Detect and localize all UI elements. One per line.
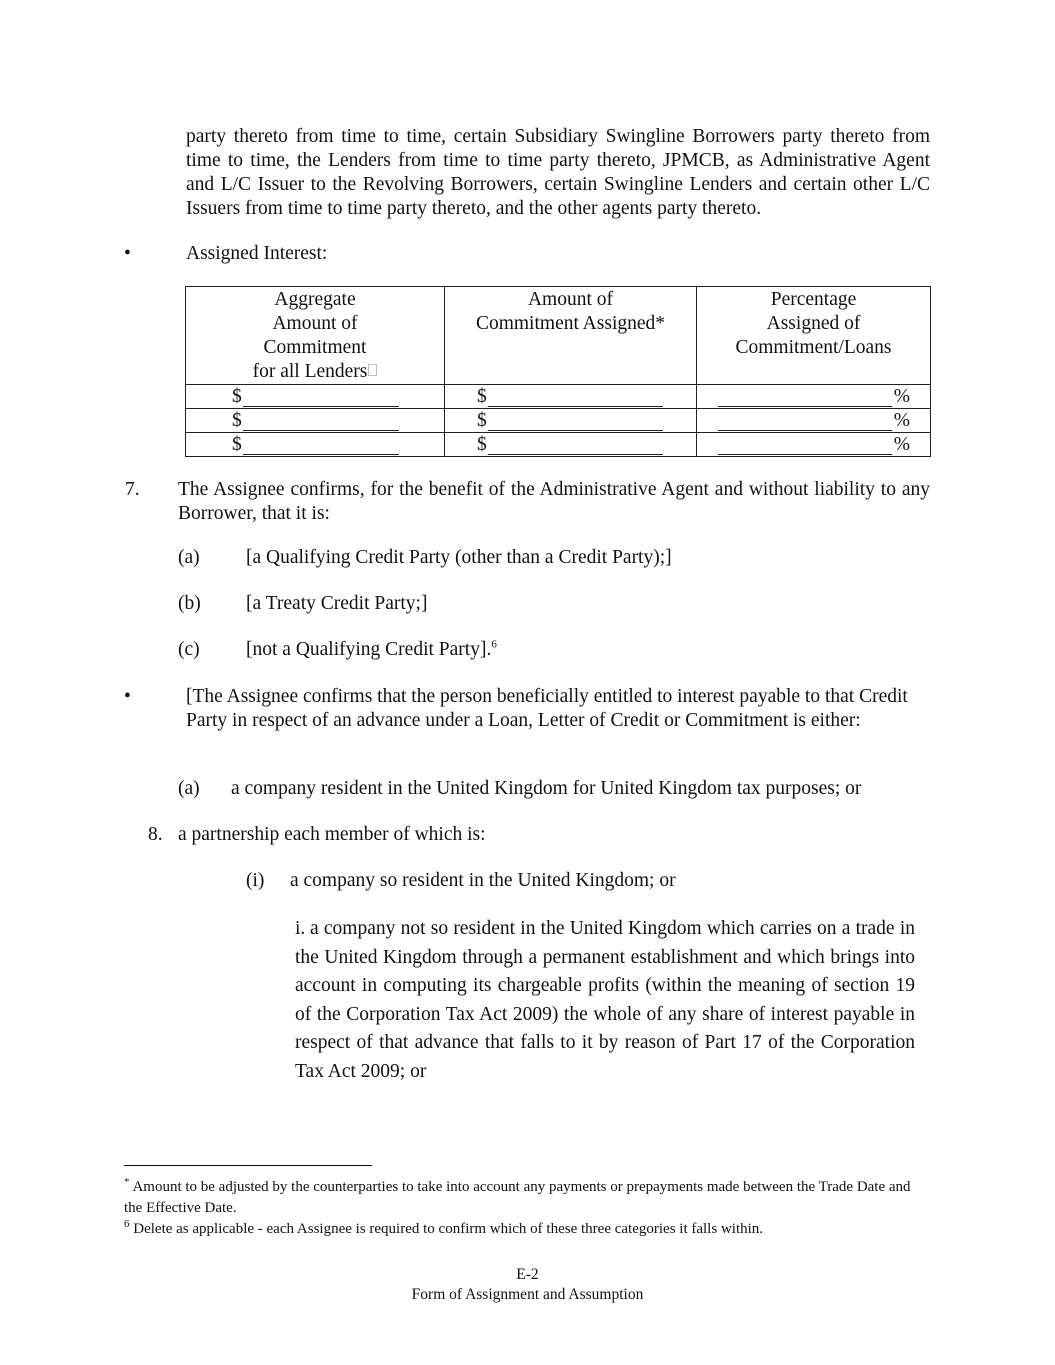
dollar-sign: $ xyxy=(232,410,242,431)
dollar-sign: $ xyxy=(232,386,242,407)
blank-line xyxy=(718,454,892,455)
percent-sign: % xyxy=(893,386,910,407)
footnote-mark: * xyxy=(124,1176,130,1188)
section-8-number: 8. xyxy=(148,824,163,845)
item-i2-text: a company not so resident in the United Kingdom which carries on a trade in the United Kingdom through a permanent establishment and which brings into account in computing its chargeable profits (within the meaning of section 19 of the Corporation Tax Act 2009) the whole of any share of interest payable in respect of that advance that falls to it by reason of Part 17 of the Corporation Tax Act 2009; or xyxy=(295,918,915,1082)
bullet-2-text: [The Assignee confirms that the person beneficially entitled to interest payable to that Credit Party in respect of an advance under a Loan, Letter of Credit or Commitment is either: xyxy=(186,686,908,731)
item-text: [not a Qualifying Credit Party]. xyxy=(246,639,492,660)
assigned-interest-table xyxy=(185,286,931,457)
dollar-sign: $ xyxy=(477,434,487,455)
item-label: (a) xyxy=(178,547,200,568)
section-7-number: 7. xyxy=(125,479,140,500)
page-number: E-2 xyxy=(516,1266,539,1283)
item-label: (b) xyxy=(178,593,201,614)
blank-line xyxy=(718,406,892,407)
footnote xyxy=(124,1177,930,1219)
footnote-text: Amount to be adjusted by the counterparties to take into account any payments or prepayments made between the Trade Date and the Effective Date. xyxy=(124,1179,911,1216)
item-text: [a Treaty Credit Party;] xyxy=(246,593,428,614)
assigned-interest-label: Assigned Interest: xyxy=(186,243,328,264)
item-text xyxy=(295,915,915,1087)
bullet-icon: • xyxy=(124,686,131,707)
assigned-cell[interactable] xyxy=(445,385,697,409)
percentage-cell[interactable] xyxy=(697,409,931,433)
table-header: Percentage Assigned of Commitment/Loans xyxy=(697,287,931,385)
table-row xyxy=(186,409,931,433)
percent-sign: % xyxy=(893,434,910,455)
section-7-text: The Assignee confirms, for the benefit of the Administrative Agent and without liability to any Borrower, that it is: xyxy=(178,479,930,524)
item-text-with-footnote xyxy=(246,638,497,662)
dollar-sign: $ xyxy=(477,410,487,431)
table-header xyxy=(186,287,445,385)
table-row xyxy=(186,433,931,457)
blank-line xyxy=(243,454,399,455)
percentage-cell[interactable] xyxy=(697,433,931,457)
item-label: i. xyxy=(295,918,306,939)
item-text: a company resident in the United Kingdom for United Kingdom tax purposes; or xyxy=(231,778,862,799)
bullet-icon: • xyxy=(124,243,131,264)
item-label: (a) xyxy=(178,778,200,799)
header-aggregate: Aggregate Amount of Commitment for all Lenders xyxy=(252,289,368,382)
blank-line xyxy=(488,454,663,455)
footnote xyxy=(124,1219,930,1240)
assigned-cell[interactable] xyxy=(445,409,697,433)
dollar-sign: $ xyxy=(477,386,487,407)
blank-line xyxy=(243,406,399,407)
table-header: Amount of Commitment Assigned* xyxy=(445,287,697,385)
item-label: (i) xyxy=(246,870,265,891)
blank-line xyxy=(488,406,663,407)
item-label: (c) xyxy=(178,639,200,660)
footer-title: Form of Assignment and Assumption xyxy=(411,1286,644,1303)
dollar-sign: $ xyxy=(232,434,242,455)
percentage-cell[interactable] xyxy=(697,385,931,409)
blank-line xyxy=(243,430,399,431)
footnote-ref[interactable]: 6 xyxy=(491,638,497,651)
blank-line xyxy=(488,430,663,431)
footnote-divider xyxy=(124,1165,372,1166)
missing-glyph-icon xyxy=(368,364,377,376)
percent-sign: % xyxy=(893,410,910,431)
table-header-row xyxy=(186,287,931,385)
item-text: [a Qualifying Credit Party (other than a Credit Party);] xyxy=(246,547,672,568)
item-text: a company so resident in the United Kingdom; or xyxy=(290,870,676,891)
section-8-text: a partnership each member of which is: xyxy=(178,824,486,845)
aggregate-cell[interactable] xyxy=(186,409,445,433)
aggregate-cell[interactable] xyxy=(186,433,445,457)
aggregate-cell[interactable] xyxy=(186,385,445,409)
footnote-text: Delete as applicable - each Assignee is required to confirm which of these three categories it falls within. xyxy=(133,1221,764,1237)
intro-paragraph: party thereto from time to time, certain Subsidiary Swingline Borrowers party thereto from time to time, the Lenders from time to time party thereto, JPMCB, as Administrative Agent and L/C Issuer to the Revolving Borrowers, certain Swingline Lenders and certain other L/C Issuers from time to time party thereto, and the other agents party thereto. xyxy=(186,126,930,219)
table-row xyxy=(186,385,931,409)
assigned-cell[interactable] xyxy=(445,433,697,457)
blank-line xyxy=(718,430,892,431)
footnote-mark: 6 xyxy=(124,1218,130,1230)
